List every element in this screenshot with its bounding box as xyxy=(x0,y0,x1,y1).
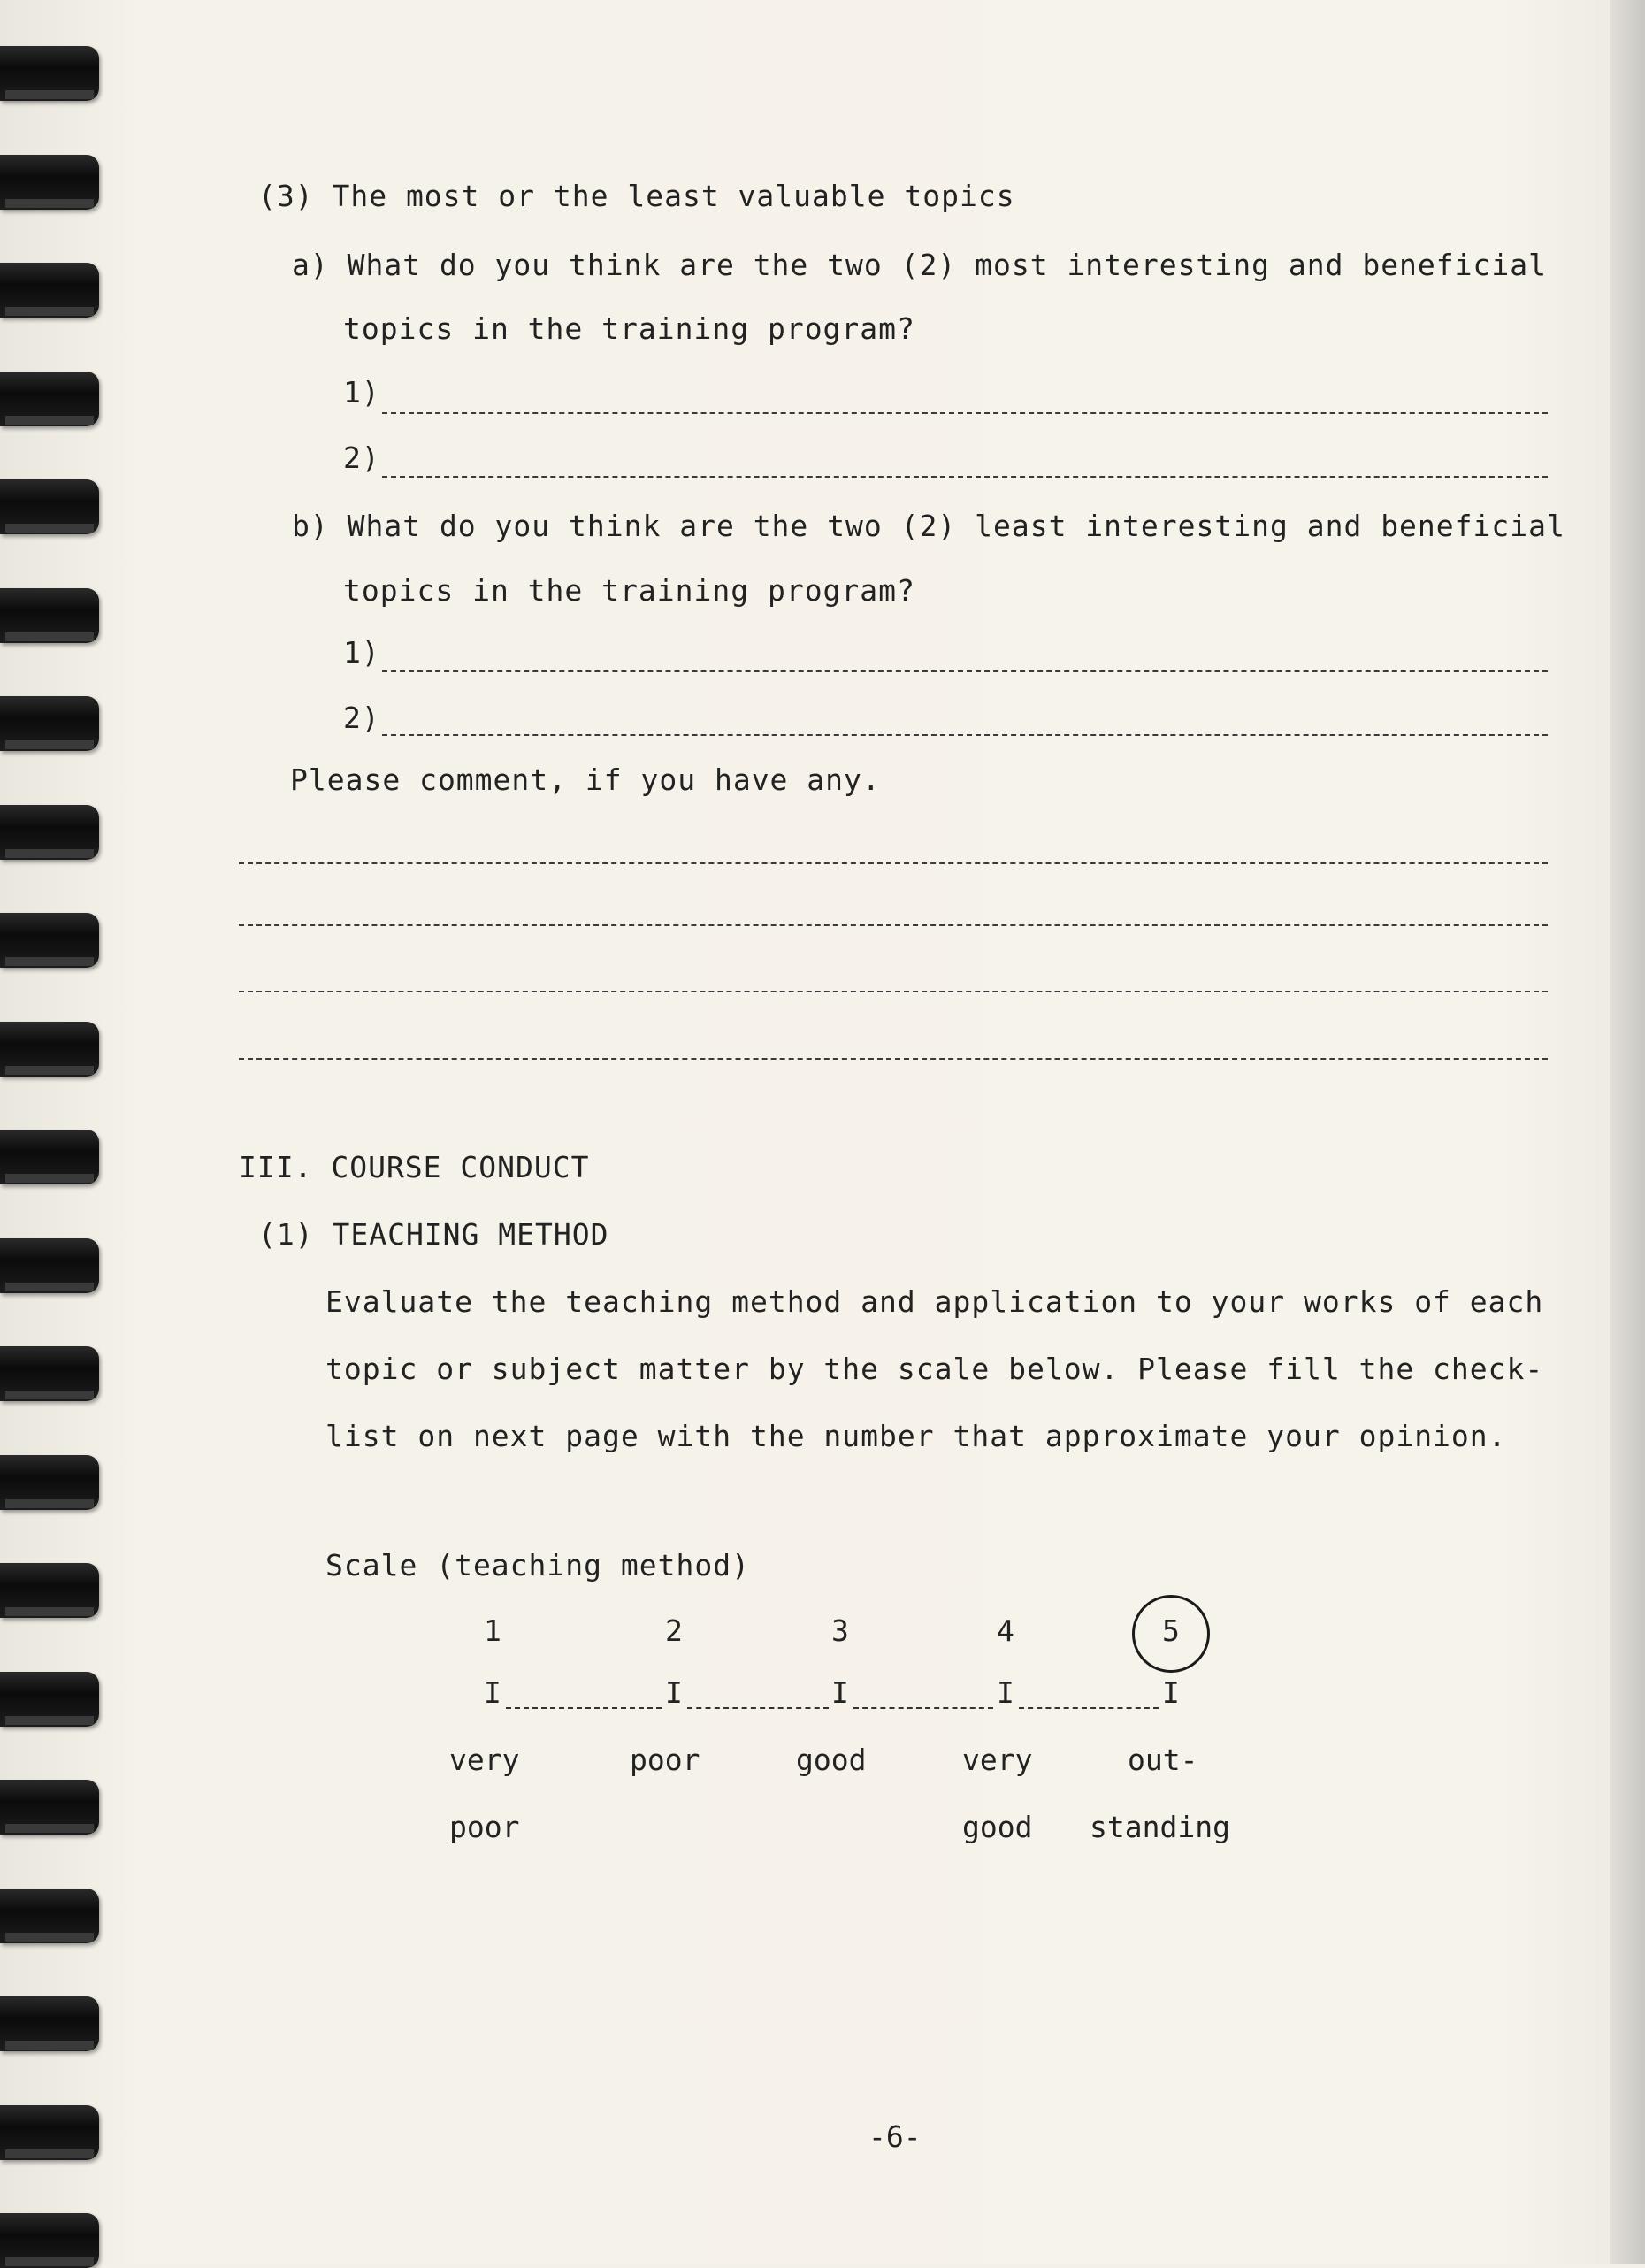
page-edge xyxy=(1610,0,1645,2264)
spiral-binding xyxy=(0,0,106,2264)
answer-a2-label: 2) xyxy=(343,441,380,475)
instructions-line1: Evaluate the teaching method and application to your works of each xyxy=(325,1284,1544,1319)
binding-coil xyxy=(0,913,99,968)
binding-coil xyxy=(0,1455,99,1510)
binding-coil xyxy=(0,1672,99,1727)
binding-coil xyxy=(0,1780,99,1835)
scale-segment-2 xyxy=(687,1707,829,1709)
scale-label-2a: poor xyxy=(630,1743,700,1777)
binding-coil xyxy=(0,1130,99,1184)
binding-coil xyxy=(0,805,99,860)
question3b-text-line1: b) What do you think are the two (2) least interesting and beneficial xyxy=(292,509,1565,543)
scale-label-1b: poor xyxy=(449,1810,520,1844)
question3-heading: (3) The most or the least valuable topics xyxy=(258,179,1015,213)
page-number: -6- xyxy=(868,2119,922,2154)
scale-number-2: 2 xyxy=(665,1613,683,1648)
question3a-text-line2: topics in the training program? xyxy=(343,311,915,346)
scale-number-3: 3 xyxy=(831,1613,849,1648)
answer-b1-label: 1) xyxy=(343,635,380,670)
binding-coil xyxy=(0,1889,99,1943)
scale-tick-5: I xyxy=(1162,1675,1180,1710)
scale-number-4: 4 xyxy=(997,1613,1014,1648)
scale-title: Scale (teaching method) xyxy=(325,1548,750,1582)
comment-line-4[interactable] xyxy=(239,1058,1548,1060)
binding-coil xyxy=(0,155,99,210)
binding-coil xyxy=(0,1022,99,1077)
scale-tick-3: I xyxy=(831,1675,849,1710)
instructions-line2: topic or subject matter by the scale below. Please fill the check- xyxy=(325,1352,1544,1386)
scale-segment-3 xyxy=(853,1707,993,1709)
scale-tick-4: I xyxy=(997,1675,1014,1710)
comment-prompt: Please comment, if you have any. xyxy=(290,762,881,797)
scale-label-1a: very xyxy=(449,1743,520,1777)
binding-coil xyxy=(0,1346,99,1401)
answer-b1-line[interactable] xyxy=(382,670,1548,672)
binding-coil xyxy=(0,263,99,318)
comment-line-3[interactable] xyxy=(239,991,1548,992)
binding-coil xyxy=(0,696,99,751)
binding-coil xyxy=(0,479,99,534)
selected-option-circle xyxy=(1132,1595,1210,1673)
binding-coil xyxy=(0,372,99,426)
scale-number-1: 1 xyxy=(484,1613,501,1648)
binding-coil xyxy=(0,2105,99,2160)
scale-label-4b: good xyxy=(962,1810,1033,1844)
scale-tick-2: I xyxy=(665,1675,683,1710)
comment-line-2[interactable] xyxy=(239,924,1548,926)
section-heading: III. COURSE CONDUCT xyxy=(239,1150,590,1184)
answer-b2-line[interactable] xyxy=(382,734,1548,736)
scale-label-5b: standing xyxy=(1090,1810,1230,1844)
instructions-line3: list on next page with the number that approximate your opinion. xyxy=(325,1419,1507,1453)
answer-a1-line[interactable] xyxy=(382,412,1548,414)
scale-segment-1 xyxy=(506,1707,662,1709)
answer-b2-label: 2) xyxy=(343,701,380,735)
answer-a2-line[interactable] xyxy=(382,476,1548,478)
scale-label-5a: out- xyxy=(1128,1743,1198,1777)
scale-number-5: 5 xyxy=(1162,1613,1180,1648)
binding-coil xyxy=(0,588,99,643)
scale-tick-1: I xyxy=(484,1675,501,1710)
question3b-text-line2: topics in the training program? xyxy=(343,573,915,608)
scale-label-4a: very xyxy=(962,1743,1033,1777)
question3a-text-line1: a) What do you think are the two (2) most interesting and beneficial xyxy=(292,248,1548,282)
scale-segment-4 xyxy=(1019,1707,1159,1709)
binding-coil xyxy=(0,2213,99,2268)
binding-coil xyxy=(0,1238,99,1293)
scale-label-3a: good xyxy=(796,1743,867,1777)
answer-a1-label: 1) xyxy=(343,375,380,410)
subsection-heading: (1) TEACHING METHOD xyxy=(258,1217,609,1252)
binding-coil xyxy=(0,1996,99,2051)
binding-coil xyxy=(0,46,99,101)
binding-coil xyxy=(0,1563,99,1618)
comment-line-1[interactable] xyxy=(239,862,1548,864)
